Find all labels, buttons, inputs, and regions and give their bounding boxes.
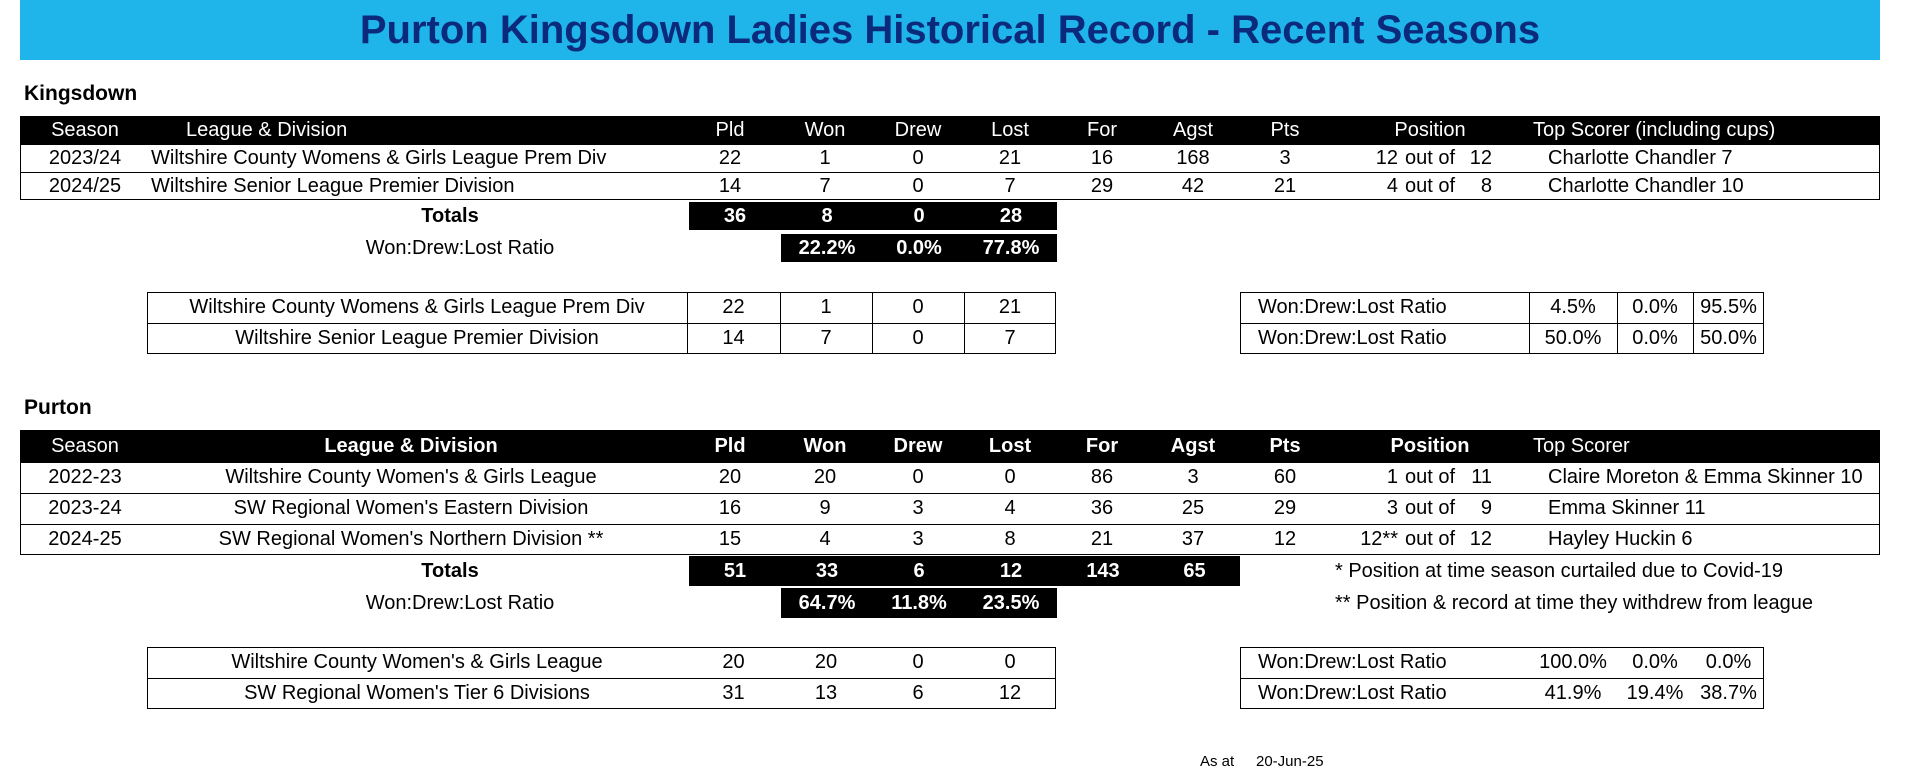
row-won: 7 — [819, 174, 831, 197]
header-lost: Lost — [965, 430, 1055, 462]
totals-drew: 6 — [873, 556, 965, 586]
row-drew: 0 — [912, 174, 924, 197]
title-banner — [20, 0, 1880, 60]
row-league: Wiltshire County Women's & Girls League — [225, 466, 597, 488]
header-agst: Agst — [1148, 116, 1238, 144]
ratio-summary-won: 50.0% — [1544, 327, 1602, 349]
row-season: 2023-24 — [48, 497, 122, 519]
row-agst: 168 — [1176, 146, 1210, 169]
row-top-scorer: Hayley Huckin 6 — [1548, 528, 1693, 550]
header-won: Won — [780, 430, 870, 462]
totals-drew: 0 — [873, 202, 965, 230]
ratio-summary-won: 100.0% — [1539, 651, 1607, 673]
row-for: 29 — [1090, 174, 1114, 197]
header-season: Season — [20, 430, 150, 462]
row-pld: 16 — [718, 497, 742, 519]
row-position: 4 — [1386, 174, 1398, 197]
summary-lost: 7 — [1004, 327, 1016, 349]
header-pts: Pts — [1240, 116, 1330, 144]
summary-drew: 0 — [912, 651, 924, 673]
row-won: 20 — [813, 466, 837, 488]
header-league: League & Division — [186, 116, 586, 144]
header-agst: Agst — [1148, 430, 1238, 462]
row-for: 16 — [1090, 146, 1114, 169]
summary-pld: 22 — [722, 296, 745, 318]
totals-label: Totals — [421, 559, 479, 582]
row-position: 12** — [1360, 528, 1398, 550]
header-for: For — [1057, 430, 1147, 462]
summary-won: 13 — [814, 682, 838, 704]
row-position: 1 — [1386, 466, 1398, 488]
totals-agst: 65 — [1149, 556, 1240, 586]
row-season: 2024/25 — [48, 174, 122, 197]
row-drew: 0 — [912, 146, 924, 169]
ratio-drew: 11.8% — [873, 588, 965, 618]
totals-for: 143 — [1057, 556, 1149, 586]
ratio-summary-lost: 95.5% — [1700, 296, 1757, 318]
row-top-scorer: Charlotte Chandler 7 — [1548, 146, 1733, 169]
header-pts: Pts — [1240, 430, 1330, 462]
header-top-scorer: Top Scorer — [1533, 430, 1863, 462]
row-pld: 14 — [718, 174, 742, 197]
row-out-of: out of — [1404, 497, 1456, 519]
ratio-summary-won: 41.9% — [1544, 682, 1602, 704]
summary-pld: 31 — [722, 682, 745, 704]
ratio-won: 64.7% — [781, 588, 873, 618]
ratio-summary-label: Won:Drew:Lost Ratio — [1258, 296, 1447, 318]
row-total-teams: 12 — [1469, 528, 1492, 550]
totals-won: 8 — [781, 202, 873, 230]
row-top-scorer: Charlotte Chandler 10 — [1548, 174, 1744, 197]
ratio-summary-drew: 0.0% — [1632, 651, 1678, 673]
header-lost: Lost — [965, 116, 1055, 144]
row-season: 2022-23 — [48, 466, 122, 488]
totals-lost: 28 — [965, 202, 1057, 230]
row-pld: 22 — [718, 146, 742, 169]
row-league: Wiltshire County Womens & Girls League Prem Div — [151, 146, 607, 169]
row-drew: 0 — [912, 466, 924, 488]
row-position: 3 — [1386, 497, 1398, 519]
footnote: * Position at time season curtailed due to Covid-19 — [1335, 559, 1784, 582]
page-title: Purton Kingsdown Ladies Historical Record - Recent Seasons — [359, 7, 1541, 52]
footnote: ** Position & record at time they withdrew from league — [1335, 591, 1813, 614]
row-for: 86 — [1090, 466, 1114, 488]
ratio-summary-drew: 19.4% — [1626, 682, 1684, 704]
purton-section-title: Purton — [24, 396, 92, 419]
summary-won: 1 — [820, 296, 832, 318]
header-drew: Drew — [873, 116, 963, 144]
row-out-of: out of — [1404, 466, 1456, 488]
header-position: Position — [1340, 116, 1520, 144]
row-out-of: out of — [1404, 174, 1456, 197]
row-pld: 20 — [718, 466, 742, 488]
summary-league: Wiltshire County Women's & Girls League — [231, 651, 603, 673]
ratio-label: Won:Drew:Lost Ratio — [365, 236, 555, 259]
row-pts: 29 — [1273, 497, 1297, 519]
ratio-summary-drew: 0.0% — [1632, 296, 1678, 318]
summary-league: SW Regional Women's Tier 6 Divisions — [244, 682, 590, 704]
header-for: For — [1057, 116, 1147, 144]
row-season: 2023/24 — [48, 146, 122, 169]
row-season: 2024-25 — [48, 528, 122, 550]
row-lost: 7 — [1004, 174, 1016, 197]
header-won: Won — [780, 116, 870, 144]
row-lost: 21 — [998, 146, 1022, 169]
row-agst: 42 — [1181, 174, 1205, 197]
row-out-of: out of — [1404, 528, 1456, 550]
header-drew: Drew — [873, 430, 963, 462]
ratio-summary-drew: 0.0% — [1632, 327, 1678, 349]
row-total-teams: 11 — [1471, 466, 1492, 488]
row-drew: 3 — [912, 497, 924, 519]
totals-won: 33 — [781, 556, 873, 586]
row-lost: 4 — [1004, 497, 1016, 519]
ratio-summary-label: Won:Drew:Lost Ratio — [1258, 682, 1447, 704]
summary-drew: 0 — [912, 327, 924, 349]
header-league: League & Division — [151, 430, 671, 462]
totals-pld: 51 — [689, 556, 781, 586]
row-top-scorer: Claire Moreton & Emma Skinner 10 — [1548, 466, 1863, 488]
ratio-summary-label: Won:Drew:Lost Ratio — [1258, 651, 1447, 673]
row-total-teams: 12 — [1469, 146, 1492, 169]
header-pld: Pld — [690, 430, 770, 462]
summary-won: 7 — [820, 327, 832, 349]
ratio-won: 22.2% — [781, 234, 873, 262]
as-at-label: As at — [1200, 753, 1235, 770]
header-season: Season — [20, 116, 150, 144]
ratio-label: Won:Drew:Lost Ratio — [365, 591, 555, 614]
row-won: 9 — [819, 497, 831, 519]
summary-pld: 14 — [722, 327, 745, 349]
row-lost: 8 — [1004, 528, 1016, 550]
ratio-lost: 23.5% — [965, 588, 1057, 618]
row-agst: 25 — [1181, 497, 1205, 519]
summary-pld: 20 — [722, 651, 745, 673]
ratio-summary-lost: 38.7% — [1700, 682, 1757, 704]
summary-lost: 0 — [1004, 651, 1016, 673]
row-pts: 3 — [1279, 146, 1291, 169]
ratio-lost: 77.8% — [965, 234, 1057, 262]
row-pts: 12 — [1273, 528, 1297, 550]
row-top-scorer: Emma Skinner 11 — [1548, 497, 1706, 519]
row-league: SW Regional Women's Northern Division ** — [218, 528, 604, 550]
row-total-teams: 8 — [1480, 174, 1492, 197]
as-at-date: 20-Jun-25 — [1256, 753, 1324, 770]
row-won: 4 — [819, 528, 831, 550]
row-pts: 60 — [1273, 466, 1297, 488]
ratio-summary-lost: 50.0% — [1700, 327, 1757, 349]
row-pts: 21 — [1273, 174, 1297, 197]
row-agst: 37 — [1181, 528, 1205, 550]
row-league: SW Regional Women's Eastern Division — [233, 497, 589, 519]
ratio-drew: 0.0% — [873, 234, 965, 262]
summary-lost: 12 — [998, 682, 1022, 704]
row-drew: 3 — [912, 528, 924, 550]
row-total-teams: 9 — [1480, 497, 1492, 519]
row-for: 36 — [1090, 497, 1114, 519]
row-won: 1 — [819, 146, 831, 169]
totals-label: Totals — [421, 204, 479, 227]
summary-won: 20 — [814, 651, 838, 673]
ratio-summary-label: Won:Drew:Lost Ratio — [1258, 327, 1447, 349]
row-agst: 3 — [1187, 466, 1199, 488]
ratio-summary-lost: 0.0% — [1705, 651, 1752, 673]
summary-league: Wiltshire County Womens & Girls League Prem Div — [189, 296, 645, 318]
summary-league: Wiltshire Senior League Premier Division — [235, 327, 599, 349]
header-top-scorer: Top Scorer (including cups) — [1533, 116, 1863, 144]
row-position: 12 — [1375, 146, 1398, 169]
row-out-of: out of — [1404, 146, 1456, 169]
row-pld: 15 — [718, 528, 742, 550]
summary-drew: 6 — [912, 682, 924, 704]
summary-lost: 21 — [998, 296, 1022, 318]
row-league: Wiltshire Senior League Premier Division — [151, 174, 515, 197]
kingsdown-section-title: Kingsdown — [24, 82, 138, 105]
totals-pld: 36 — [689, 202, 781, 230]
row-for: 21 — [1090, 528, 1114, 550]
totals-lost: 12 — [965, 556, 1057, 586]
header-pld: Pld — [690, 116, 770, 144]
header-position: Position — [1340, 430, 1520, 462]
summary-drew: 0 — [912, 296, 924, 318]
ratio-summary-won: 4.5% — [1550, 296, 1596, 318]
row-lost: 0 — [1004, 466, 1016, 488]
